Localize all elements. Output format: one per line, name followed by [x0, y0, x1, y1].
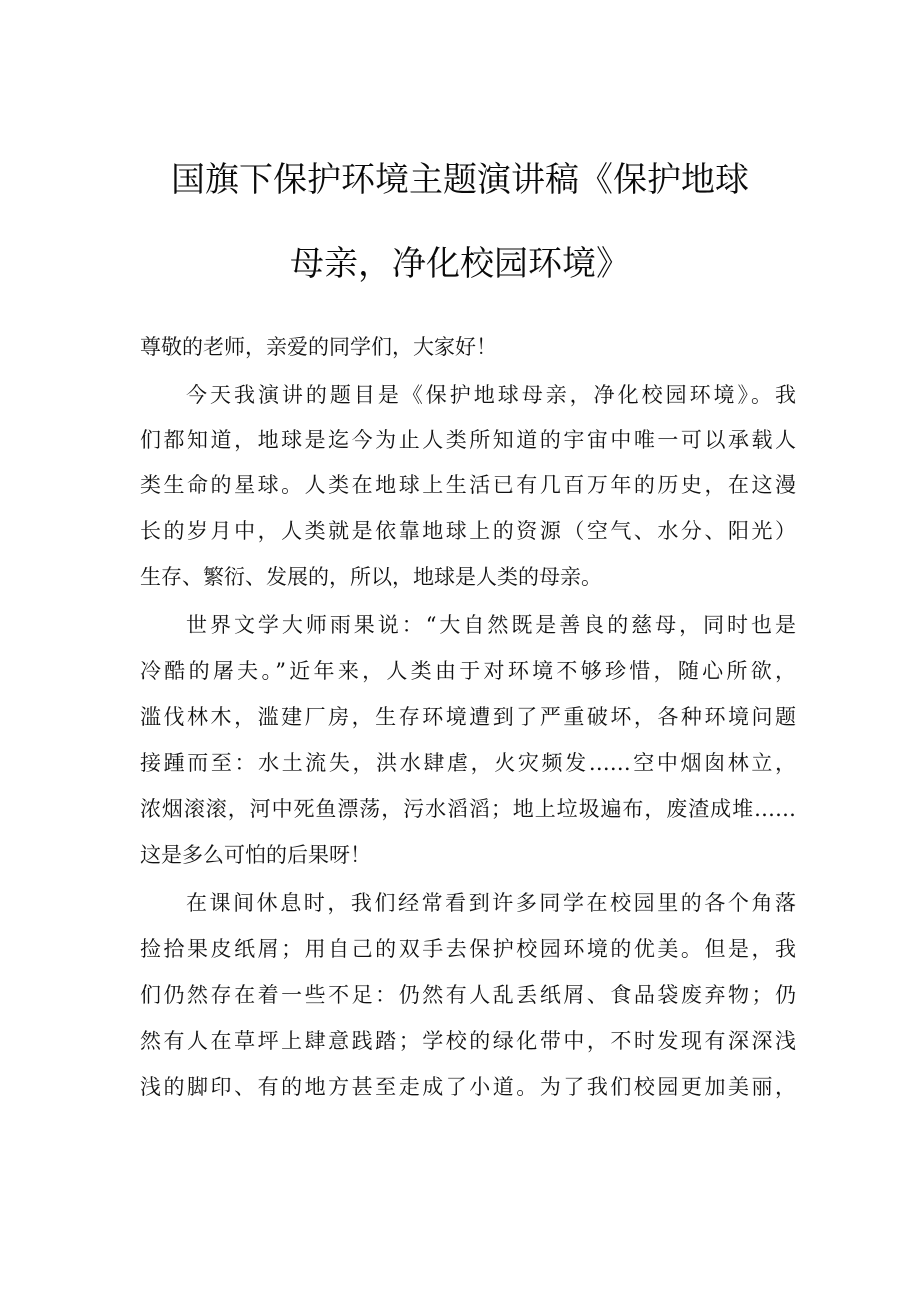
- paragraph-line: 们仍然存在着一些不足：仍然有人乱丢纸屑、食品袋废弃物；仍: [140, 983, 796, 1007]
- paragraph-line: 接踵而至：水土流失，洪水肆虐，火灾频发……空中烟囱林立，: [140, 751, 796, 775]
- paragraph-line: 浓烟滚滚，河中死鱼漂荡，污水滔滔；地上垃圾遍布，废渣成堆……: [140, 797, 796, 821]
- paragraph-line: 世界文学大师雨果说：“大自然既是善良的慈母，同时也是: [186, 613, 796, 637]
- paragraph-line: 然有人在草坪上肆意践踏；学校的绿化带中，不时发现有深深浅: [140, 1029, 796, 1053]
- paragraph-line: 今天我演讲的题目是《保护地球母亲，净化校园环境》。我: [186, 383, 796, 407]
- document-title-line-2: 母亲，净化校园环境》: [290, 244, 630, 284]
- greeting-line: 尊敬的老师，亲爱的同学们，大家好！: [140, 335, 497, 359]
- paragraph-line: 捡拾果皮纸屑；用自己的双手去保护校园环境的优美。但是，我: [140, 937, 796, 961]
- paragraph-line: 长的岁月中，人类就是依靠地球上的资源（空气、水分、阳光）: [140, 519, 796, 543]
- paragraph-line: 浅的脚印、有的地方甚至走成了小道。为了我们校园更加美丽，: [140, 1075, 796, 1099]
- paragraph-line: 滥伐林木，滥建厂房，生存环境遭到了严重破坏，各种环境问题: [140, 705, 796, 729]
- paragraph-line: 在课间休息时，我们经常看到许多同学在校园里的各个角落: [186, 891, 796, 915]
- document-title-line-1: 国旗下保护环境主题演讲稿《保护地球: [171, 160, 749, 200]
- paragraph-line: 类生命的星球。人类在地球上生活已有几百万年的历史，在这漫: [140, 473, 796, 497]
- paragraph-line: 们都知道，地球是迄今为止人类所知道的宇宙中唯一可以承载人: [140, 428, 796, 452]
- paragraph-line: 冷酷的屠夫。”近年来，人类由于对环境不够珍惜，随心所欲，: [140, 659, 796, 683]
- document-body: [140, 322, 796, 1142]
- paragraph-line: 这是多么可怕的后果呀！: [140, 843, 371, 867]
- paragraph-line: 生存、繁衍、发展的，所以，地球是人类的母亲。: [140, 565, 602, 589]
